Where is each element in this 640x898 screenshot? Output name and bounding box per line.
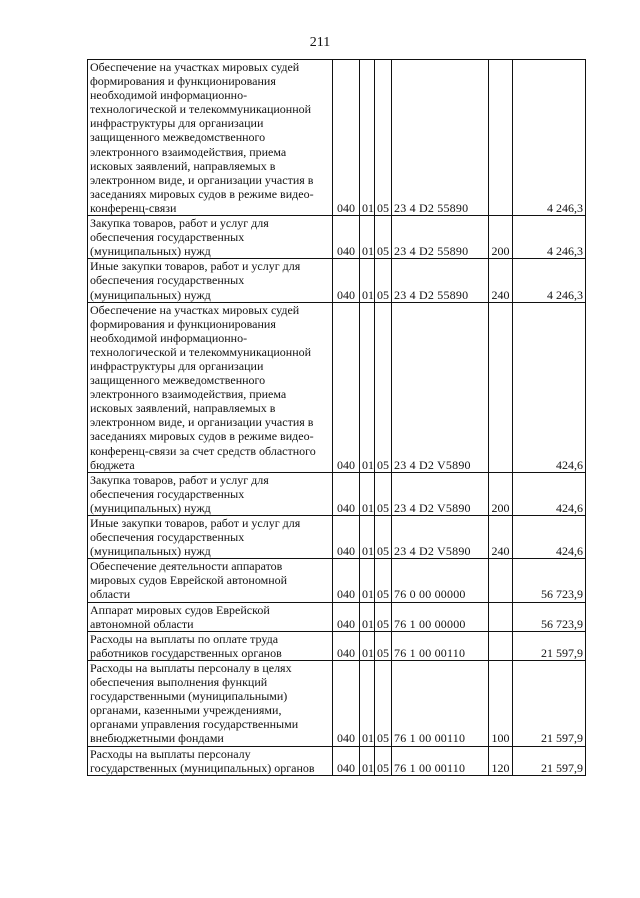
table-row: [88, 631, 586, 660]
section-cell: 01: [360, 602, 375, 631]
subsection-cell: 05: [375, 60, 392, 216]
section-cell: 01: [360, 60, 375, 216]
subsection-cell: 05: [375, 746, 392, 775]
ministry-code-cell: 040: [333, 559, 360, 602]
section-cell: 01: [360, 631, 375, 660]
section-cell: 01: [360, 746, 375, 775]
expense-type-cell: 200: [489, 472, 513, 515]
ministry-code-cell: 040: [333, 631, 360, 660]
table-row: [88, 216, 586, 259]
row-name-cell: Закупка товаров, работ и услуг для обеспечения государственных (муниципальных) нужд: [88, 216, 333, 259]
table-row: [88, 302, 586, 472]
expense-type-cell: 240: [489, 259, 513, 302]
amount-cell: 4 246,3: [513, 60, 586, 216]
table-row: [88, 602, 586, 631]
row-name-cell: Обеспечение на участках мировых судей формирования и функционирования необходимой информационно-технологической и телекоммуникационной инфраструктуры для организации защищенного межведомственного электронного взаимодействия, приема исковых заявлений, направляемых в электронном виде, и организации участия в заседаниях мировых судов в режиме видео-конференц-связи за счет средств областного бюджета: [88, 302, 333, 472]
target-article-cell: 23 4 D2 55890: [392, 216, 489, 259]
ministry-code-cell: 040: [333, 259, 360, 302]
subsection-cell: 05: [375, 660, 392, 746]
expense-type-cell: [489, 602, 513, 631]
table-row: [88, 472, 586, 515]
ministry-code-cell: 040: [333, 602, 360, 631]
table-row: [88, 660, 586, 746]
budget-table: [87, 59, 586, 776]
target-article-cell: 76 0 00 00000: [392, 559, 489, 602]
expense-type-cell: 120: [489, 746, 513, 775]
ministry-code-cell: 040: [333, 660, 360, 746]
expense-type-cell: [489, 559, 513, 602]
row-name-cell: Аппарат мировых судов Еврейской автономной области: [88, 602, 333, 631]
amount-cell: 56 723,9: [513, 559, 586, 602]
ministry-code-cell: 040: [333, 472, 360, 515]
expense-type-cell: 200: [489, 216, 513, 259]
amount-cell: 4 246,3: [513, 259, 586, 302]
row-name-cell: Иные закупки товаров, работ и услуг для обеспечения государственных (муниципальных) нужд: [88, 259, 333, 302]
amount-cell: 21 597,9: [513, 746, 586, 775]
row-name-cell: Расходы на выплаты персоналу в целях обеспечения выполнения функций государственными (муниципальными) органами, казенными учреждениями, органами управления государственными внебюджетными фондами: [88, 660, 333, 746]
subsection-cell: 05: [375, 631, 392, 660]
amount-cell: 4 246,3: [513, 216, 586, 259]
ministry-code-cell: 040: [333, 746, 360, 775]
section-cell: 01: [360, 302, 375, 472]
section-cell: 01: [360, 516, 375, 559]
table-row: [88, 259, 586, 302]
section-cell: 01: [360, 472, 375, 515]
row-name-cell: Расходы на выплаты персоналу государственных (муниципальных) органов: [88, 746, 333, 775]
target-article-cell: 23 4 D2 V5890: [392, 302, 489, 472]
table-row: [88, 746, 586, 775]
expense-type-cell: 100: [489, 660, 513, 746]
row-name-cell: Обеспечение на участках мировых судей формирования и функционирования необходимой информационно-технологической и телекоммуникационной инфраструктуры для организации защищенного межведомственного электронного взаимодействия, приема исковых заявлений, направляемых в электронном виде, и организации участия в заседаниях мировых судов в режиме видео-конференц-связи: [88, 60, 333, 216]
subsection-cell: 05: [375, 302, 392, 472]
section-cell: 01: [360, 559, 375, 602]
amount-cell: 424,6: [513, 516, 586, 559]
amount-cell: 424,6: [513, 302, 586, 472]
table-row: [88, 559, 586, 602]
target-article-cell: 23 4 D2 55890: [392, 60, 489, 216]
section-cell: 01: [360, 259, 375, 302]
target-article-cell: 76 1 00 00110: [392, 660, 489, 746]
subsection-cell: 05: [375, 259, 392, 302]
subsection-cell: 05: [375, 516, 392, 559]
row-name-cell: Обеспечение деятельности аппаратов мировых судов Еврейской автономной области: [88, 559, 333, 602]
page-number: 211: [309, 35, 331, 50]
table-row: [88, 60, 586, 216]
target-article-cell: 76 1 00 00110: [392, 631, 489, 660]
ministry-code-cell: 040: [333, 516, 360, 559]
expense-type-cell: [489, 631, 513, 660]
expense-type-cell: [489, 60, 513, 216]
subsection-cell: 05: [375, 602, 392, 631]
section-cell: 01: [360, 660, 375, 746]
ministry-code-cell: 040: [333, 302, 360, 472]
amount-cell: 21 597,9: [513, 631, 586, 660]
expense-type-cell: 240: [489, 516, 513, 559]
target-article-cell: 76 1 00 00000: [392, 602, 489, 631]
subsection-cell: 05: [375, 559, 392, 602]
row-name-cell: Расходы на выплаты по оплате труда работников государственных органов: [88, 631, 333, 660]
amount-cell: 424,6: [513, 472, 586, 515]
amount-cell: 21 597,9: [513, 660, 586, 746]
section-cell: 01: [360, 216, 375, 259]
row-name-cell: Закупка товаров, работ и услуг для обеспечения государственных (муниципальных) нужд: [88, 472, 333, 515]
target-article-cell: 23 4 D2 V5890: [392, 516, 489, 559]
target-article-cell: 23 4 D2 V5890: [392, 472, 489, 515]
table-row: [88, 516, 586, 559]
subsection-cell: 05: [375, 216, 392, 259]
target-article-cell: 76 1 00 00110: [392, 746, 489, 775]
ministry-code-cell: 040: [333, 216, 360, 259]
expense-type-cell: [489, 302, 513, 472]
target-article-cell: 23 4 D2 55890: [392, 259, 489, 302]
ministry-code-cell: 040: [333, 60, 360, 216]
subsection-cell: 05: [375, 472, 392, 515]
amount-cell: 56 723,9: [513, 602, 586, 631]
row-name-cell: Иные закупки товаров, работ и услуг для обеспечения государственных (муниципальных) нужд: [88, 516, 333, 559]
